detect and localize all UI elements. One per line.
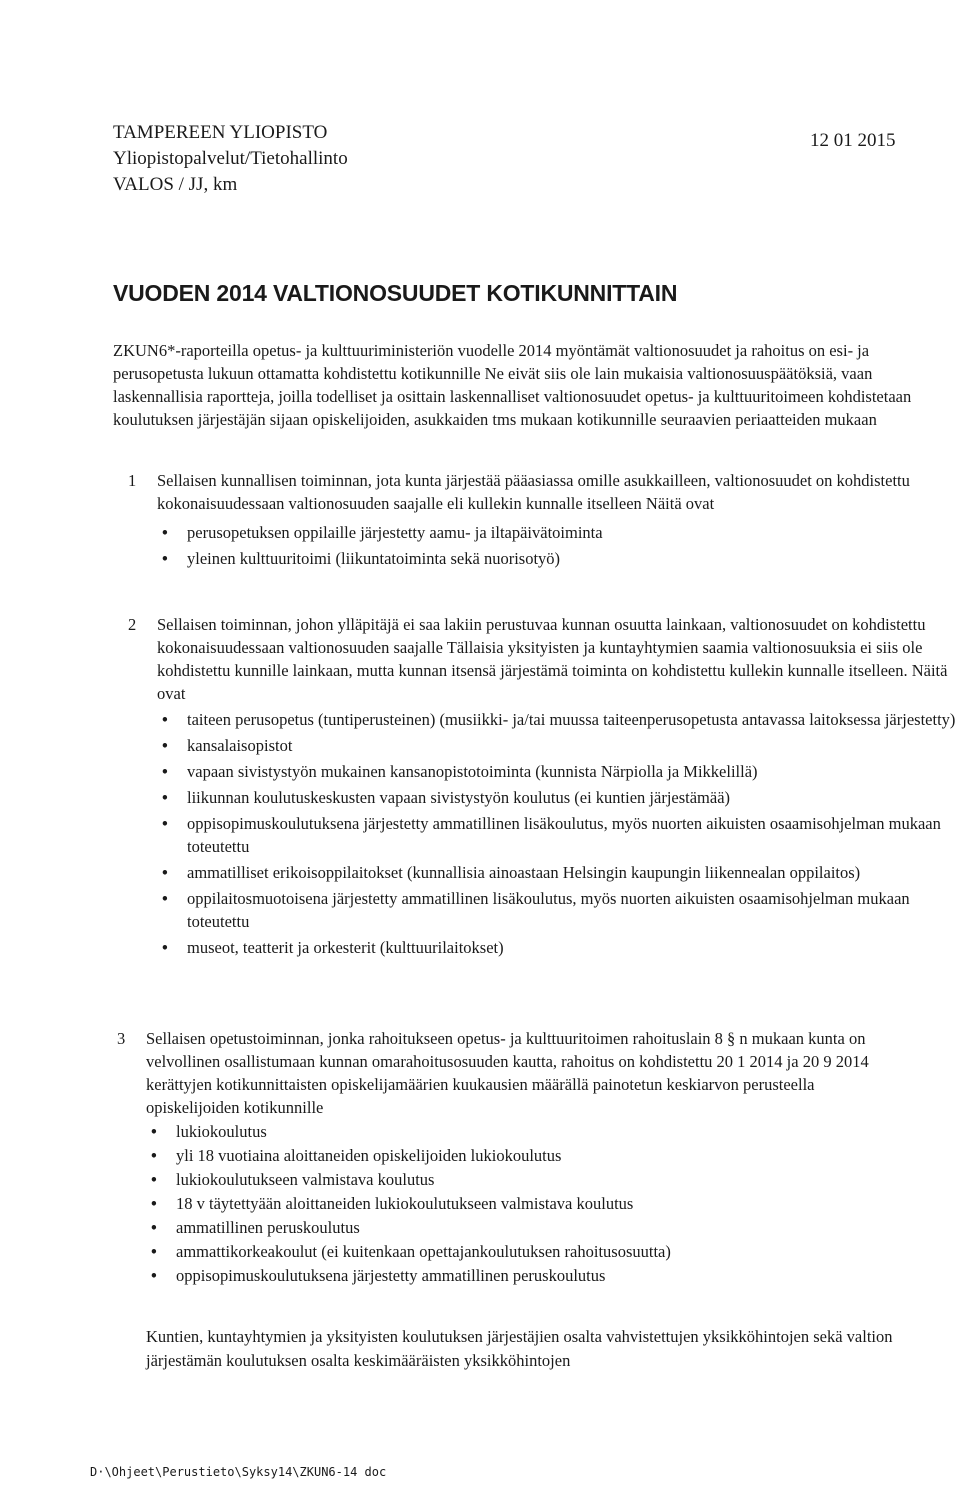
list-item-text: perusopetuksen oppilaille järjestetty aamu- ja iltapäivätoiminta bbox=[187, 523, 603, 542]
bullet-icon: • bbox=[151, 1266, 157, 1285]
bullet-icon: • bbox=[151, 1218, 157, 1237]
department-name: Yliopistopalvelut/Tietohallinto bbox=[113, 148, 348, 169]
document-title: VUODEN 2014 VALTIONOSUUDET KOTIKUNNITTAIN bbox=[113, 280, 678, 306]
list-item bbox=[146, 1264, 906, 1287]
list-item-text: ammatillinen peruskoulutus bbox=[176, 1218, 360, 1237]
organization-name: TAMPEREEN YLIOPISTO bbox=[113, 122, 328, 143]
bullet-icon: • bbox=[151, 1242, 157, 1261]
list-item bbox=[157, 521, 957, 544]
list-item-text: ammattikorkeakoulut (ei kuitenkaan opettajankoulutuksen rahoitusosuutta) bbox=[176, 1242, 671, 1261]
bullet-icon: • bbox=[151, 1194, 157, 1213]
list-item-text: ammatilliset erikoisoppilaitokset (kunnallisia ainoastaan Helsingin kaupungin liikennealan oppilaitos) bbox=[187, 863, 861, 882]
list-item-text: yli 18 vuotiaina aloittaneiden opiskelijoiden lukiokoulutus bbox=[176, 1146, 562, 1165]
list-item bbox=[157, 708, 957, 731]
list-item bbox=[146, 1240, 906, 1263]
section-text: Sellaisen opetustoiminnan, jonka rahoitukseen opetus- ja kulttuuritoimen rahoituslain 8 § n mukaan kunta on velvollinen osallistumaan kunnan omarahoitusosuuden kautta, rahoitus on kohdistettu 20 1 2014 ja 20 9 2014 kerättyjen kotikunnittaisten opiskelijamäärien kuukausien määrällä painotetun keskiarvon perusteella opiskelijoiden kotikunnille bbox=[146, 1029, 869, 1117]
list-item-text: liikunnan koulutuskeskusten vapaan sivistystyön koulutus (ei kuntien järjestämää) bbox=[187, 788, 731, 807]
list-item bbox=[146, 1120, 906, 1143]
intro-paragraph: ZKUN6*-raporteilla opetus- ja kulttuuriministeriön vuodelle 2014 myöntämät valtionosuudet ja rahoitus on esi- ja perusopetusta lukuun ottamatta kohdistettu kotikunnille Ne eivät siis ole lain mukaisia valtionosuuspäätöksiä, vaan laskennallisia raportteja, joilla todelliset ja osittain laskennalliset valtionosuudet opetus- ja kulttuuritoimeen kohdistetaan koulutuksen järjestäjän sijaan opiskelijoiden, asukkaiden tms mukaan kotikunnille seuraavien periaatteiden mukaan bbox=[113, 341, 912, 429]
list-item-text: museot, teatterit ja orkesterit (kulttuurilaitokset) bbox=[187, 938, 504, 957]
bullet-list bbox=[157, 708, 957, 959]
list-item bbox=[157, 887, 957, 933]
bullet-icon: • bbox=[151, 1170, 157, 1189]
bullet-icon: • bbox=[162, 762, 168, 781]
document-date: 12 01 2015 bbox=[810, 130, 896, 151]
reference-code: VALOS / JJ, km bbox=[113, 174, 238, 195]
list-item-text: 18 v täytettyään aloittaneiden lukiokoulutukseen valmistava koulutus bbox=[176, 1194, 634, 1213]
section-number: 1 bbox=[128, 471, 137, 490]
list-item bbox=[157, 760, 957, 783]
list-item-text: vapaan sivistystyön mukainen kansanopistotoiminta (kunnista Närpiolla ja Mikkelillä) bbox=[187, 762, 758, 781]
list-item-text: lukiokoulutus bbox=[176, 1122, 267, 1141]
list-item-text: oppisopimuskoulutuksena järjestetty ammatillinen peruskoulutus bbox=[176, 1266, 606, 1285]
list-item bbox=[157, 936, 957, 959]
list-item bbox=[146, 1216, 906, 1239]
bullet-icon: • bbox=[162, 710, 168, 729]
section-2 bbox=[128, 613, 957, 959]
bullet-icon: • bbox=[162, 889, 168, 908]
bullet-icon: • bbox=[162, 863, 168, 882]
bullet-icon: • bbox=[162, 549, 168, 568]
bullet-list bbox=[146, 1120, 906, 1287]
list-item-text: taiteen perusopetus (tuntiperusteinen) (musiikki- ja/tai muussa taiteenperusopetusta antavassa laitoksessa järjestetty) bbox=[187, 710, 956, 729]
list-item bbox=[146, 1144, 906, 1167]
list-item bbox=[157, 786, 957, 809]
list-item-text: oppilaitosmuotoisena järjestetty ammatillinen lisäkoulutus, myös nuorten aikuisten osaamisohjelman mukaan toteutettu bbox=[187, 889, 910, 931]
bullet-icon: • bbox=[151, 1146, 157, 1165]
file-path-footer: D·\Ohjeet\Perustieto\Syksy14\ZKUN6-14 doc bbox=[90, 1465, 387, 1479]
list-item-text: oppisopimuskoulutuksena järjestetty ammatillinen lisäkoulutus, myös nuorten aikuisten osaamisohjelman mukaan toteutettu bbox=[187, 814, 941, 856]
bullet-icon: • bbox=[162, 736, 168, 755]
bullet-icon: • bbox=[162, 814, 168, 833]
bullet-list bbox=[157, 521, 957, 570]
section-text: Sellaisen toiminnan, johon ylläpitäjä ei saa lakiin perustuvaa kunnan osuutta lainkaan, valtionosuudet on kohdistettu kokonaisuudessaan valtionosuuden saajalle Tällaisia yksityisten ja kuntayhtymien saamia valtionosuuksia ei siis ole kohdistettu kunnille lainkaan, mutta kunnan itsensä järjestämä toiminta on kohdistettu kullekin kunnalle itselleen. Näitä ovat bbox=[157, 615, 948, 703]
letterhead bbox=[113, 120, 348, 198]
list-item-text: yleinen kulttuuritoimi (liikuntatoiminta sekä nuorisotyö) bbox=[187, 549, 561, 568]
section-number: 2 bbox=[128, 615, 137, 634]
list-item-text: kansalaisopistot bbox=[187, 736, 293, 755]
bullet-icon: • bbox=[162, 788, 168, 807]
closing-paragraph: Kuntien, kuntayhtymien ja yksityisten koulutuksen järjestäjien osalta vahvistettujen yksikköhintojen sekä valtion järjestämän koulutuksen osalta keskimääräisten yksikköhintojen bbox=[146, 1327, 893, 1370]
section-3 bbox=[117, 1027, 906, 1287]
list-item bbox=[157, 734, 957, 757]
list-item bbox=[157, 861, 957, 884]
list-item bbox=[157, 547, 957, 570]
bullet-icon: • bbox=[151, 1122, 157, 1141]
section-text: Sellaisen kunnallisen toiminnan, jota kunta järjestää pääasiassa omille asukkailleen, valtionosuudet on kohdistettu kokonaisuudessaan valtionosuuden saajalle eli kullekin kunnalle itselleen Näitä ovat bbox=[157, 471, 910, 513]
list-item bbox=[157, 812, 957, 858]
list-item bbox=[146, 1192, 906, 1215]
bullet-icon: • bbox=[162, 938, 168, 957]
section-number: 3 bbox=[117, 1029, 126, 1048]
section-1 bbox=[128, 469, 957, 570]
list-item-text: lukiokoulutukseen valmistava koulutus bbox=[176, 1170, 435, 1189]
bullet-icon: • bbox=[162, 523, 168, 542]
list-item bbox=[146, 1168, 906, 1191]
